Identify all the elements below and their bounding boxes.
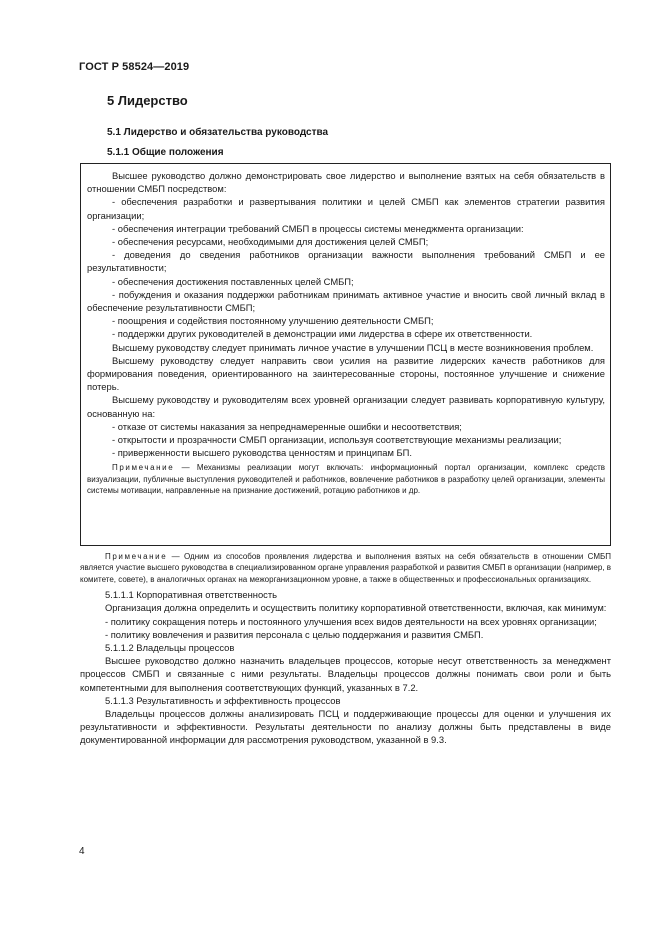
body-text: [80, 551, 611, 747]
clause-5-1-1-1-title: 5.1.1.1 Корпоративная ответственность: [105, 589, 278, 601]
box-paragraph-2: Высшему руководству следует принимать личное участие в улучшении ПСЦ в месте возникновения проблем.: [112, 341, 594, 353]
body-list-item: - политику сокращения потерь и постоянного улучшения всех видов деятельности на всех уровнях организации;: [105, 615, 597, 627]
body-paragraph-b: Высшее руководство должно назначить владельцев процессов, которые несут ответственность за менеджмент процессов СМБП и связанные с ними результаты. Владельцы процессов должны понимать свои роли и быть компетентными для выполнения соответствующих функций, указанных в 7.2.: [80, 655, 611, 693]
box-list-item: - поощрения и содействия постоянному улучшению деятельности СМБП;: [112, 315, 434, 327]
box-paragraph-3: Высшему руководству следует направить свои усилия на развитие лидерских качеств работников для формирования поведения, ориентированного на заинтересованные стороны, постоянное улучшение и снижение потерь.: [87, 354, 605, 393]
box-list-item: - обеспечения разработки и развертывания политики и целей СМБП как элементов стратегии развития организации;: [87, 196, 605, 221]
box-list-item: - обеспечения интеграции требований СМБП в процессы системы менеджмента организации:: [112, 222, 524, 234]
body-note: [80, 551, 611, 585]
page-number: 4: [79, 846, 85, 857]
body-list-item: - политику вовлечения и развития персонала с целью поддержания и развития СМБП.: [105, 628, 484, 640]
box-list-item: - приверженности высшего руководства ценностям и принципам БП.: [112, 447, 412, 459]
subsection-title: 5.1 Лидерство и обязательства руководства: [107, 127, 329, 138]
box-list-item: - обеспечения достижения поставленных целей СМБП;: [112, 275, 354, 287]
clause-5-1-1-3-title: 5.1.1.3 Результативность и эффективность процессов: [105, 694, 341, 706]
body-note-label: Примечание: [105, 552, 168, 561]
box-list-item: - поддержки других руководителей в демонстрации ими лидерства в сфере их ответственности.: [112, 328, 533, 340]
box-note-text: — Механизмы реализации могут включать: информационный портал организации, комплекс средств визуализации, публичные выступления руководителей и работников, вовлечение работников в разработку целей организации, элементы системы мотивации, направленные на признание достижений, ротацию работников и др.: [87, 463, 605, 496]
clause-5-1-1-2-title: 5.1.1.2 Владельцы процессов: [105, 642, 235, 654]
box-list-item: - побуждения и оказания поддержки работникам принимать активное участие и вносить свой личный вклад в обеспечение результативности СМБП;: [87, 288, 605, 314]
body-paragraph-c: Владельцы процессов должны анализировать ПСЦ и поддерживающие процессы для оценки и улучшения их результативности и эффективности. Результаты деятельности по анализу должны быть представлены в виде документированной информации для рассмотрения руководством, указанной в 9.3.: [80, 708, 611, 746]
document-code: ГОСТ Р 58524—2019: [79, 61, 190, 73]
box-paragraph-1: Высшее руководство должно демонстрировать свое лидерство и выполнение взятых на себя обязательств в отношении СМБП посредством:: [87, 170, 605, 195]
body-note-text: — Одним из способов проявления лидерства и выполнения взятых на себя обязательств в отношении СМБП является участие высшего руководства в специализированном органе управления разработкой и развития СМБП в организации (например, в комитете, совете), в аналогичных органах на межорганизационном уровне, а также в общественных и профессиональных организациях.: [80, 552, 611, 584]
box-list-item: - открытости и прозрачности СМБП организации, используя соответствующие механизмы реализации;: [112, 434, 562, 446]
box-note-label: Примечание: [112, 463, 175, 473]
box-list-item: - обеспечения ресурсами, необходимыми для достижения целей СМБП;: [112, 236, 429, 248]
box-list-item: - доведения до сведения работников организации важности выполнения требований СМБП и ее результативности;: [87, 249, 605, 274]
subsubsection-title: 5.1.1 Общие положения: [107, 147, 224, 158]
box-paragraph-4: Высшему руководству и руководителям всех уровней организации следует развивать корпоративную культуру, основанную на:: [87, 394, 605, 419]
requirements-box: [80, 163, 611, 546]
body-paragraph-a: Организация должна определить и осуществить политику корпоративной ответственности, включая, как минимум:: [105, 602, 607, 614]
section-title: 5 Лидерство: [107, 93, 188, 108]
box-note: [87, 462, 605, 496]
box-list-item: - отказе от системы наказания за непреднамеренные ошибки и несоответствия;: [112, 420, 462, 432]
